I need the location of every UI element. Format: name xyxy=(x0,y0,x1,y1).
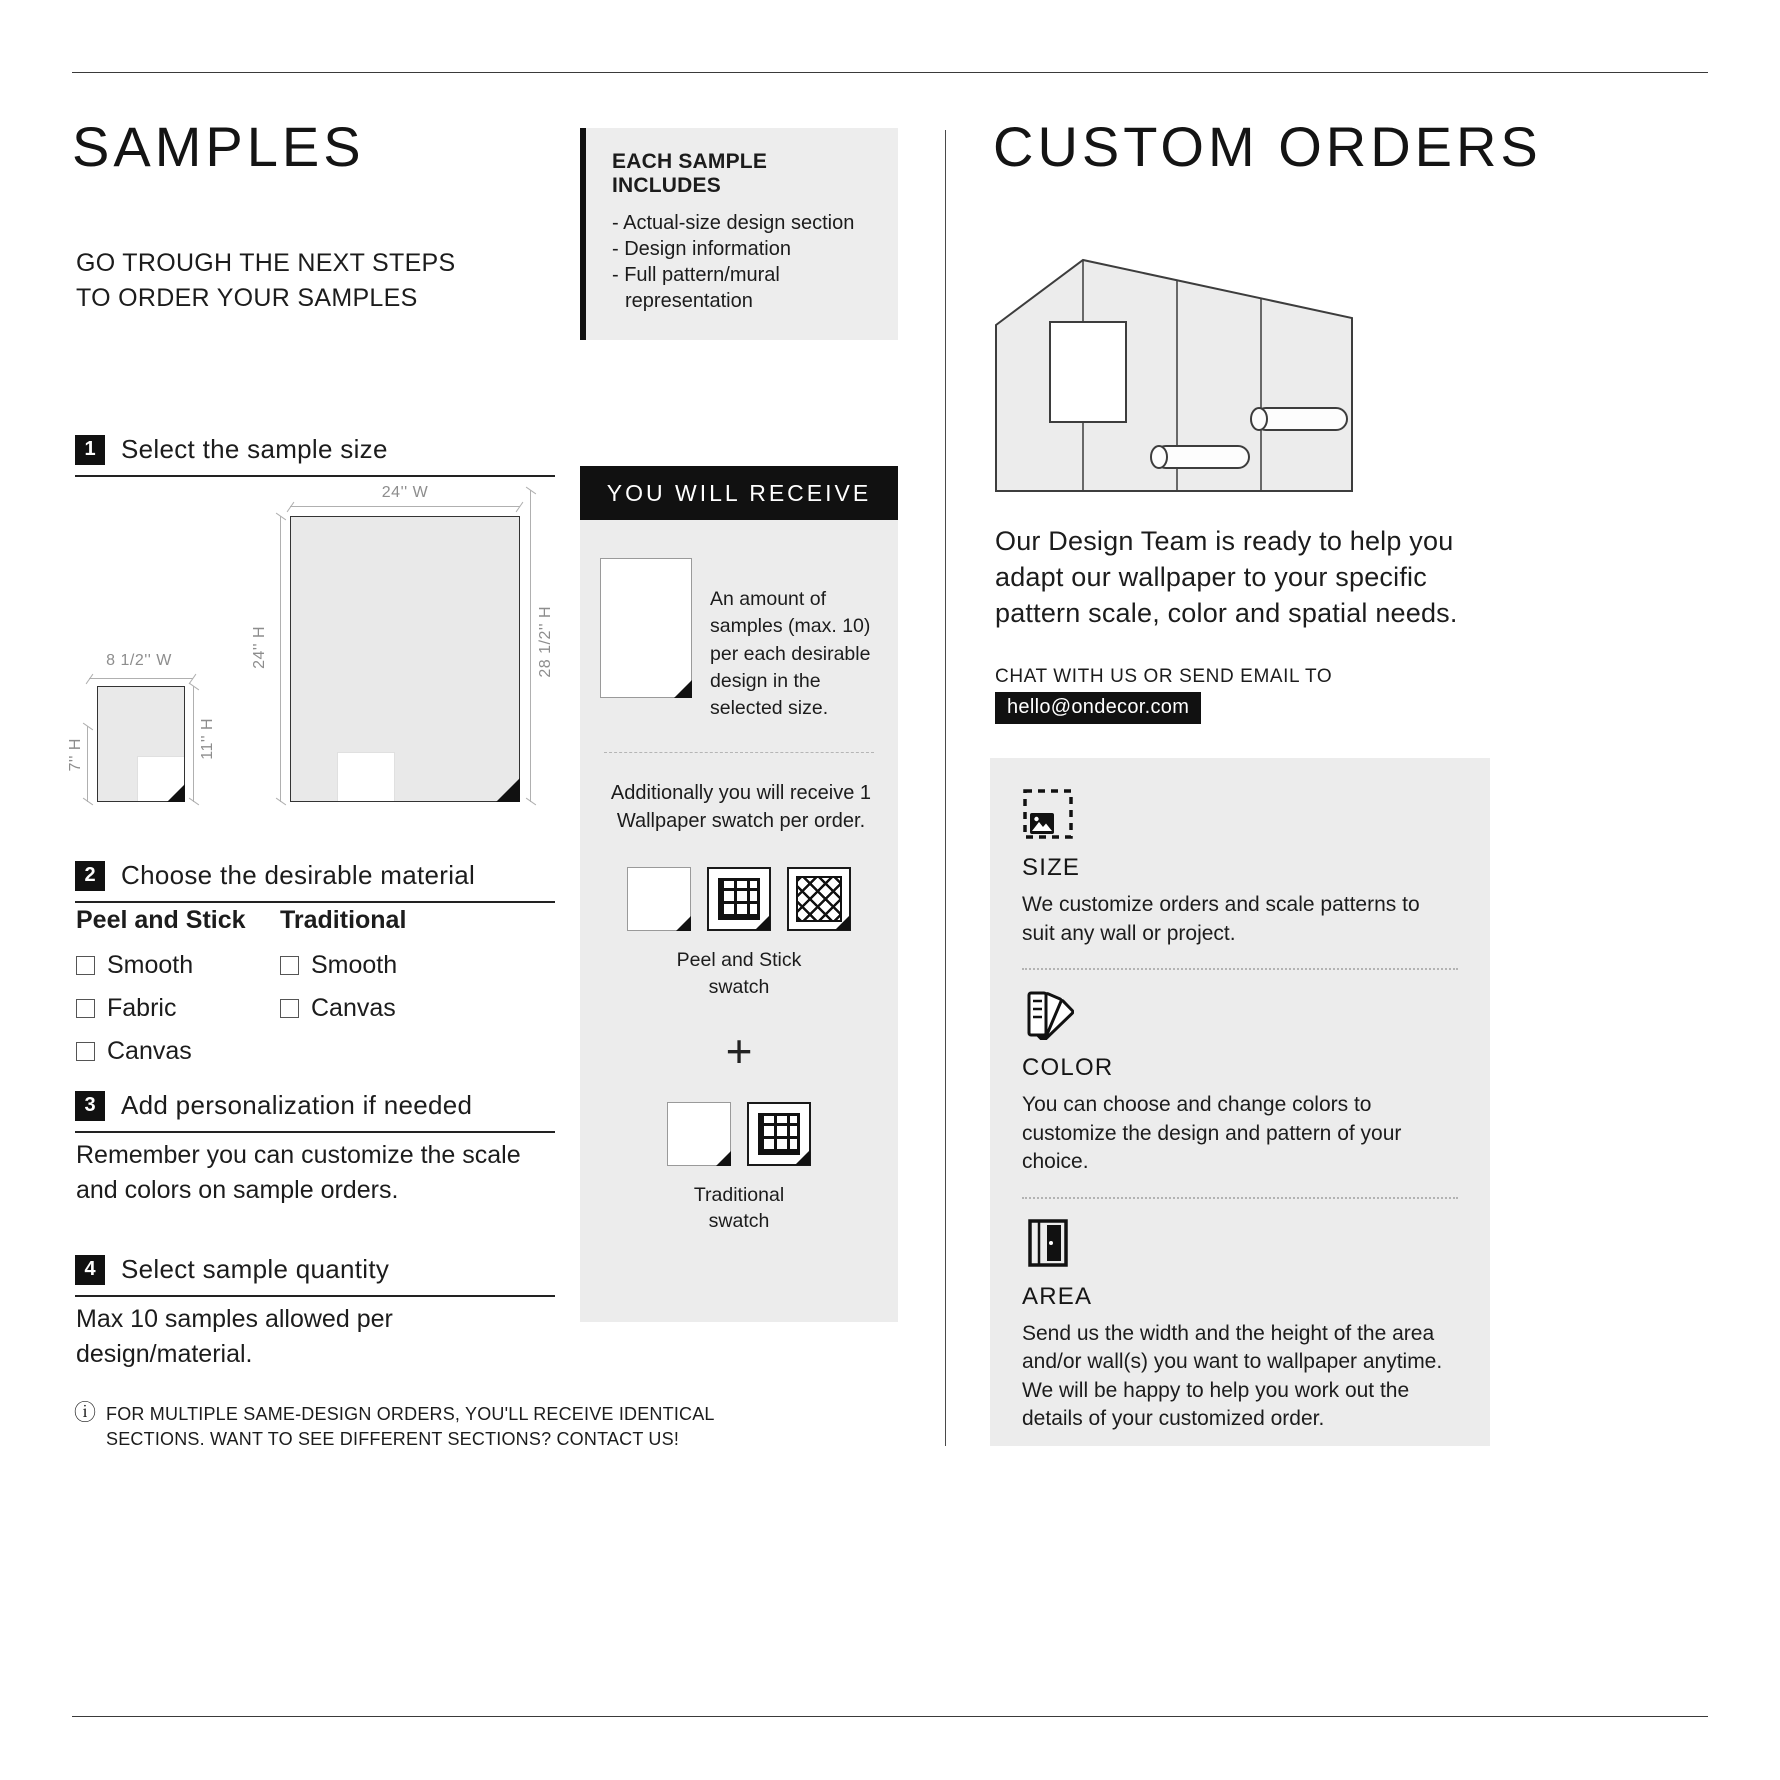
sample-page-icon xyxy=(600,558,692,698)
footnote-text xyxy=(106,1402,715,1452)
feature-area-title: AREA xyxy=(1022,1282,1093,1310)
option-peel-canvas[interactable] xyxy=(76,1037,280,1066)
checkbox-icon[interactable] xyxy=(76,999,95,1018)
large-sample-rect xyxy=(290,516,520,802)
checkbox-icon[interactable] xyxy=(76,1042,95,1061)
label-line2: swatch xyxy=(708,975,770,998)
traditional-title: Traditional xyxy=(280,906,407,934)
samples-intro xyxy=(76,246,456,316)
small-sample-left-dimline xyxy=(87,726,88,802)
step-3-header xyxy=(75,1090,555,1133)
option-label: Canvas xyxy=(311,994,396,1022)
label-line2: swatch xyxy=(708,1210,770,1233)
feature-area xyxy=(1022,1217,1458,1434)
samples-title: SAMPLES xyxy=(72,115,365,178)
swatch-fold-corner-icon xyxy=(676,916,691,931)
large-sample-left-dimline xyxy=(280,516,281,802)
dashed-divider xyxy=(604,752,874,753)
chat-label: CHAT WITH US OR SEND EMAIL TO xyxy=(995,666,1333,687)
large-sample-right-height-label: 28 1/2'' H xyxy=(537,606,554,678)
feature-color-title: COLOR xyxy=(1022,1054,1114,1082)
wallpaper-roll-icon xyxy=(1151,446,1249,468)
samples-intro-line2: TO ORDER YOUR SAMPLES xyxy=(76,284,418,312)
option-peel-smooth[interactable] xyxy=(76,951,280,980)
wallpaper-roll-icon xyxy=(1251,408,1347,430)
swatch-fold-corner-icon xyxy=(795,1150,810,1165)
large-sample-left-height-label: 24'' H xyxy=(251,626,268,669)
dotted-divider xyxy=(1022,1197,1458,1199)
option-label: Canvas xyxy=(107,1037,192,1065)
email-link[interactable]: hello@ondecor.com xyxy=(995,692,1201,724)
small-sample-right-dimline xyxy=(193,686,194,802)
email-badge-wrap xyxy=(995,692,1201,724)
small-sample-left-height-label: 7'' H xyxy=(67,738,84,772)
custom-orders-panel xyxy=(990,758,1490,1446)
bottom-rule xyxy=(72,1716,1708,1717)
grid-pattern xyxy=(718,878,760,920)
feature-size xyxy=(1022,788,1458,948)
blank-swatch-icon xyxy=(667,1102,731,1166)
step-3-text: Remember you can customize the scale and colors on sample orders. xyxy=(76,1141,521,1204)
option-label: Fabric xyxy=(107,994,177,1022)
swatch-fold-corner-icon xyxy=(716,1151,731,1166)
large-sample-width-dimline xyxy=(290,506,520,507)
peel-and-stick-title: Peel and Stick xyxy=(76,906,246,934)
column-divider xyxy=(945,130,946,1446)
footnote xyxy=(74,1402,734,1452)
option-traditional-canvas[interactable] xyxy=(280,994,406,1023)
swatch-fold-corner-icon xyxy=(755,915,770,930)
large-sample-section xyxy=(337,752,395,801)
large-sample-fold-corner-icon xyxy=(496,778,520,802)
grid-swatch-icon xyxy=(707,867,771,931)
step-3-number-badge: 3 xyxy=(75,1091,105,1121)
includes-item: - Actual-size design section xyxy=(612,212,855,234)
small-sample-right-height-label: 11'' H xyxy=(199,718,216,760)
large-sample-right-dimline xyxy=(530,490,531,802)
peel-and-stick-swatch-row xyxy=(600,867,878,931)
step-4-header xyxy=(75,1254,555,1297)
info-icon: ⓘ xyxy=(74,1400,97,1425)
feature-size-text: We customize orders and scale patterns to suit any wall or project. xyxy=(1022,893,1420,945)
blank-swatch-icon xyxy=(627,867,691,931)
you-will-receive-panel xyxy=(580,520,898,1322)
additional-swatch-text: Additionally you will receive 1 Wallpaper swatch per order. xyxy=(610,782,872,833)
dotted-divider xyxy=(1022,968,1458,970)
area-icon xyxy=(1022,1217,1074,1269)
option-peel-fabric[interactable] xyxy=(76,994,280,1023)
option-label: Smooth xyxy=(107,951,194,979)
step-1-number-badge: 1 xyxy=(75,435,105,465)
label-line1: Peel and Stick xyxy=(676,949,802,972)
you-will-receive-label: YOU WILL RECEIVE xyxy=(606,479,872,506)
custom-orders-title: CUSTOM ORDERS xyxy=(993,115,1542,178)
custom-orders-intro: Our Design Team is ready to help you adapt our wallpaper to your specific pattern scale, color and spatial needs. xyxy=(995,526,1458,628)
small-sample-fold-corner-icon xyxy=(167,784,185,802)
option-label: Smooth xyxy=(311,951,398,979)
traditional-swatch-label xyxy=(600,1182,878,1235)
house-wallpaper-illustration xyxy=(995,258,1355,494)
feature-size-title: SIZE xyxy=(1022,854,1081,881)
step-1-label: Select the sample size xyxy=(121,434,388,464)
feature-area-text: Send us the width and the height of the area and/or wall(s) you want to wallpaper anytime. We will be happy to help you work out the details of your customized order. xyxy=(1022,1321,1443,1431)
step-2-number-badge: 2 xyxy=(75,861,105,891)
small-sample-rect xyxy=(97,686,185,802)
step-4-text: Max 10 samples allowed per design/material. xyxy=(76,1305,393,1368)
each-sample-includes-box xyxy=(580,128,898,340)
checkbox-icon[interactable] xyxy=(280,956,299,975)
peel-and-stick-swatch-label xyxy=(600,947,878,1000)
sample-size-diagram xyxy=(67,484,555,820)
feature-color xyxy=(1022,988,1458,1177)
top-rule xyxy=(72,72,1708,73)
step-2-header xyxy=(75,860,555,903)
checkbox-icon[interactable] xyxy=(280,999,299,1018)
small-sample-width-label: 8 1/2'' W xyxy=(106,652,172,669)
step-4-number-badge: 4 xyxy=(75,1255,105,1285)
step-1-header xyxy=(75,434,555,477)
grid-swatch-icon xyxy=(747,1102,811,1166)
traditional-swatch-row xyxy=(600,1102,878,1166)
includes-item: - Design information xyxy=(612,238,791,260)
includes-item: - Full pattern/mural representation xyxy=(612,264,780,312)
samples-intro-line1: GO TROUGH THE NEXT STEPS xyxy=(76,249,456,277)
checkbox-icon[interactable] xyxy=(76,956,95,975)
material-options xyxy=(76,906,556,1080)
page-fold-corner-icon xyxy=(674,680,692,698)
traditional-column xyxy=(280,906,406,1080)
step-4-label: Select sample quantity xyxy=(121,1254,390,1284)
swatch-fold-corner-icon xyxy=(835,915,850,930)
samples-amount-row xyxy=(600,558,878,722)
includes-title: EACH SAMPLE INCLUDES xyxy=(612,150,768,197)
small-sample-width-dimline xyxy=(89,678,193,679)
step-2-label: Choose the desirable material xyxy=(121,860,476,890)
size-icon xyxy=(1022,788,1074,840)
crosshatch-swatch-icon xyxy=(787,867,851,931)
plus-icon: + xyxy=(725,1025,753,1078)
footnote-line1: FOR MULTIPLE SAME-DESIGN ORDERS, YOU'LL RECEIVE IDENTICAL xyxy=(106,1404,715,1424)
color-icon xyxy=(1022,988,1074,1040)
large-sample-width-label: 24'' W xyxy=(381,484,429,501)
label-line1: Traditional xyxy=(693,1184,785,1207)
samples-amount-text: An amount of samples (max. 10) per each desirable design in the selected size. xyxy=(710,588,871,720)
feature-color-text: You can choose and change colors to customize the design and pattern of your choice. xyxy=(1022,1093,1402,1174)
you-will-receive-header xyxy=(580,466,898,520)
peel-and-stick-column xyxy=(76,906,280,1080)
step-3-label: Add personalization if needed xyxy=(121,1090,473,1120)
footnote-line2: SECTIONS. WANT TO SEE DIFFERENT SECTIONS? CONTACT US! xyxy=(106,1429,680,1450)
grid-pattern xyxy=(758,1113,800,1155)
option-traditional-smooth[interactable] xyxy=(280,951,406,980)
